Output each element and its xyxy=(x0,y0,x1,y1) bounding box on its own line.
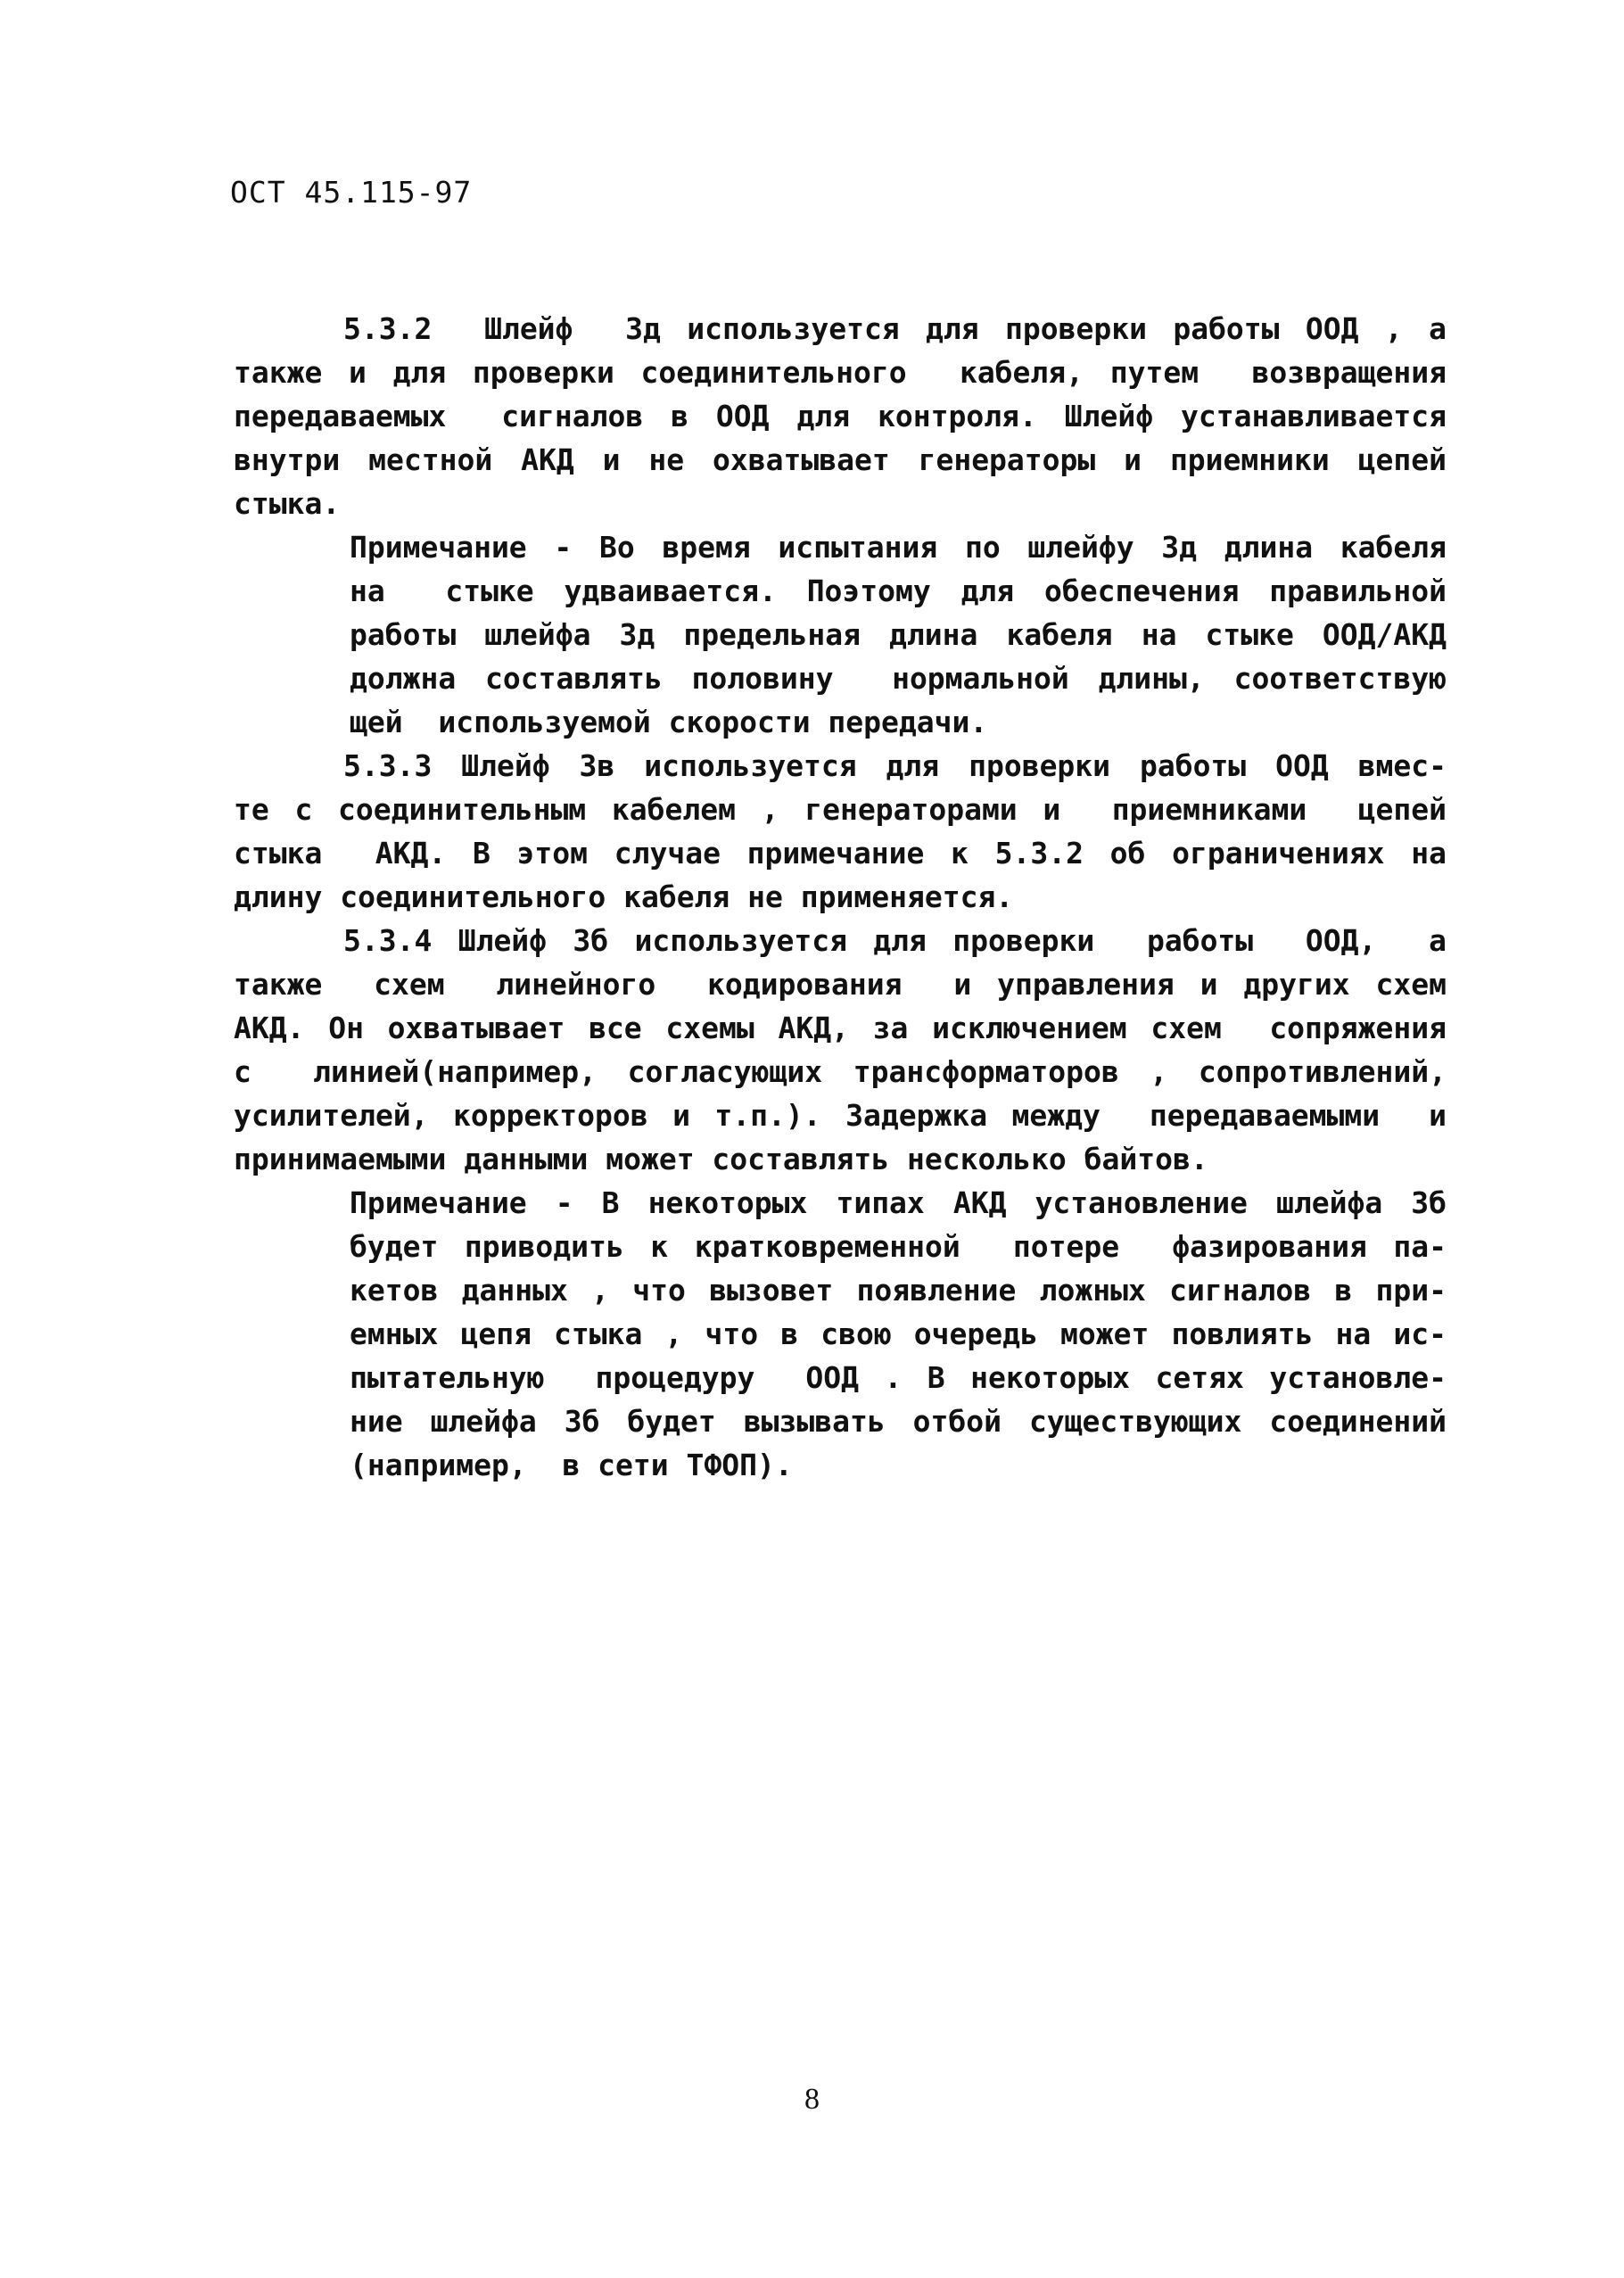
note-2-line-3: кетов данных , что вызовет появление ложных сигналов в при- xyxy=(350,1273,1447,1308)
paragraph-5-3-3-line-3: стыка АКД. В этом случае примечание к 5.3.2 об ограничениях на xyxy=(234,836,1447,871)
paragraph-5-3-2-line-2: также и для проверки соединительного кабеля, путем возвращения xyxy=(234,355,1447,390)
paragraph-5-3-3-line-1: 5.3.3 Шлейф 3в используется для проверки работы ООД вмес- xyxy=(343,748,1447,783)
document-code-header: ОСТ 45.115-97 xyxy=(230,175,473,210)
paragraph-5-3-2-line-1: 5.3.2 Шлейф 3д используется для проверки работы ООД , а xyxy=(343,311,1447,346)
paragraph-5-3-3-line-4: длину соединительного кабеля не применяется. xyxy=(234,879,1014,914)
note-2-line-4: емных цепя стыка , что в свою очередь может повлиять на ис- xyxy=(350,1316,1447,1351)
paragraph-5-3-4-line-5: усилителей, корректоров и т.п.). Задержка между передаваемыми и xyxy=(234,1098,1447,1133)
paragraph-5-3-2-line-5: стыка. xyxy=(234,486,341,521)
note-1-line-3: работы шлейфа 3д предельная длина кабеля на стыке ООД/АКД xyxy=(350,617,1447,652)
paragraph-5-3-4-line-6: принимаемыми данными может составлять несколько байтов. xyxy=(234,1142,1208,1176)
note-2-line-1: Примечание - В некоторых типах АКД установление шлейфа 3б xyxy=(350,1185,1447,1220)
note-2-line-2: будет приводить к кратковременной потере фазирования па- xyxy=(350,1229,1447,1264)
paragraph-5-3-4-line-3: АКД. Он охватывает все схемы АКД, за исключением схем сопряжения xyxy=(234,1011,1447,1045)
note-1-line-5: щей используемой скорости передачи. xyxy=(350,705,988,739)
paragraph-5-3-4-line-4: с линией(например, согласующих трансформаторов , сопротивлений, xyxy=(234,1054,1447,1089)
note-2-line-6: ние шлейфа 3б будет вызывать отбой существующих соединений xyxy=(350,1404,1447,1439)
note-2-line-5: пытательную процедуру ООД . В некоторых сетях установле- xyxy=(350,1360,1447,1395)
note-1-line-1: Примечание - Во время испытания по шлейфу 3д длина кабеля xyxy=(350,530,1447,565)
paragraph-5-3-2-line-3: передаваемых сигналов в ООД для контроля. Шлейф устанавливается xyxy=(234,399,1447,433)
note-1-line-2: на стыке удваивается. Поэтому для обеспечения правильной xyxy=(350,574,1447,608)
paragraph-5-3-4-line-1: 5.3.4 Шлейф 3б используется для проверки работы ООД, а xyxy=(343,923,1447,958)
page-number: 8 xyxy=(804,2083,820,2116)
note-2-line-7: (например, в сети ТФОП). xyxy=(350,1448,793,1482)
paragraph-5-3-3-line-2: те с соединительным кабелем , генераторами и приемниками цепей xyxy=(234,792,1447,827)
note-1-line-4: должна составлять половину нормальной длины, соответствую xyxy=(350,661,1447,696)
paragraph-5-3-2-line-4: внутри местной АКД и не охватывает генераторы и приемники цепей xyxy=(234,442,1447,477)
paragraph-5-3-4-line-2: также схем линейного кодирования и управления и других схем xyxy=(234,967,1447,1002)
